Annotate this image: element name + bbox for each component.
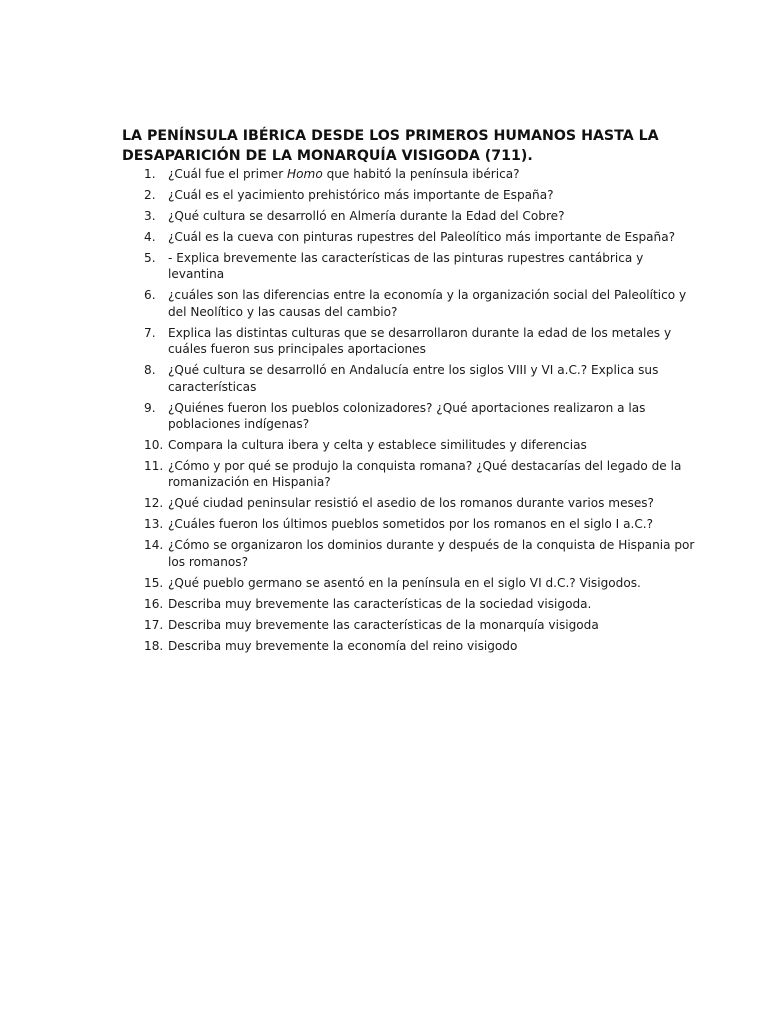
question-item	[140, 400, 700, 433]
question-item	[140, 166, 700, 182]
question-number: 13.	[144, 517, 164, 532]
question-number: 1.	[144, 167, 156, 181]
question-item	[140, 495, 700, 511]
question-number: 3.	[144, 209, 156, 223]
question-number: 11.	[144, 459, 164, 474]
question-item	[140, 287, 700, 320]
question-text: - Explica brevemente las características de las pinturas rupestres cantábrica y levantina	[168, 251, 644, 282]
question-text: ¿Cómo se organizaron los dominios durante y después de la conquista de Hispania por los romanos?	[168, 538, 695, 569]
question-item	[140, 575, 700, 591]
question-text: ¿Quiénes fueron los pueblos colonizadores? ¿Qué aportaciones realizaron a las poblaciones indígenas?	[168, 400, 646, 432]
question-text: Describa muy brevemente la economía del reino visigodo	[168, 638, 518, 653]
question-number: 8.	[144, 363, 156, 378]
question-number: 12.	[144, 496, 164, 511]
question-number: 14.	[144, 538, 164, 553]
question-item	[140, 362, 700, 395]
question-text: Describa muy brevemente las características de la monarquía visigoda	[168, 617, 599, 632]
question-text: ¿Cuáles fueron los últimos pueblos sometidos por los romanos en el siglo I a.C.?	[168, 517, 654, 532]
question-item	[140, 187, 700, 203]
question-text: Describa muy brevemente las características de la sociedad visigoda.	[168, 596, 592, 611]
question-text: ¿Cuál es la cueva con pinturas rupestres del Paleolítico más importante de España?	[168, 230, 676, 244]
question-item	[140, 596, 700, 612]
italic-term: Homo	[287, 167, 323, 181]
question-number: 10.	[144, 438, 164, 453]
question-text: ¿Qué pueblo germano se asentó en la península en el siglo VI d.C.? Visigodos.	[168, 575, 641, 590]
question-item	[140, 208, 700, 224]
question-item	[140, 638, 700, 654]
question-number: 6.	[144, 288, 156, 303]
question-text: ¿Cuál es el yacimiento prehistórico más importante de España?	[168, 188, 554, 202]
question-number: 4.	[144, 230, 156, 244]
question-text: ¿Qué ciudad peninsular resistió el asedio de los romanos durante varios meses?	[168, 496, 654, 511]
question-number: 15.	[144, 575, 164, 590]
question-item	[140, 458, 700, 491]
title-line-2: DESAPARICIÓN DE LA MONARQUÍA VISIGODA (711).	[122, 148, 533, 164]
question-item	[140, 617, 700, 633]
question-text: ¿Cuál fue el primer Homo que habitó la península ibérica?	[168, 167, 520, 181]
question-item	[140, 250, 700, 283]
question-item	[140, 325, 700, 358]
question-text: ¿Qué cultura se desarrolló en Andalucía entre los siglos VIII y VI a.C.? Explica sus características	[168, 363, 659, 394]
question-text: ¿Qué cultura se desarrolló en Almería durante la Edad del Cobre?	[168, 209, 565, 223]
question-item	[140, 229, 700, 245]
question-item	[140, 437, 700, 453]
question-text: Explica las distintas culturas que se desarrollaron durante la edad de los metales y cuáles fueron sus principales aportaciones	[168, 325, 672, 357]
question-number: 17.	[144, 617, 164, 632]
title-line-1: LA PENÍNSULA IBÉRICA DESDE LOS PRIMEROS HUMANOS HASTA LA	[122, 128, 659, 144]
question-number: 9.	[144, 400, 156, 415]
question-number: 2.	[144, 188, 156, 202]
question-text: Compara la cultura ibera y celta y establece similitudes y diferencias	[168, 438, 587, 453]
page-title	[122, 126, 722, 166]
question-number: 16.	[144, 596, 164, 611]
question-number: 5.	[144, 251, 156, 265]
question-text: ¿cuáles son las diferencias entre la economía y la organización social del Paleolítico y del Neolítico y las causas del cambio?	[168, 288, 687, 319]
question-text: ¿Cómo y por qué se produjo la conquista romana? ¿Qué destacarías del legado de la romanización en Hispania?	[168, 459, 682, 490]
question-number: 18.	[144, 638, 164, 653]
question-list	[140, 166, 700, 659]
question-number: 7.	[144, 325, 156, 340]
question-item	[140, 537, 700, 570]
question-item	[140, 516, 700, 532]
